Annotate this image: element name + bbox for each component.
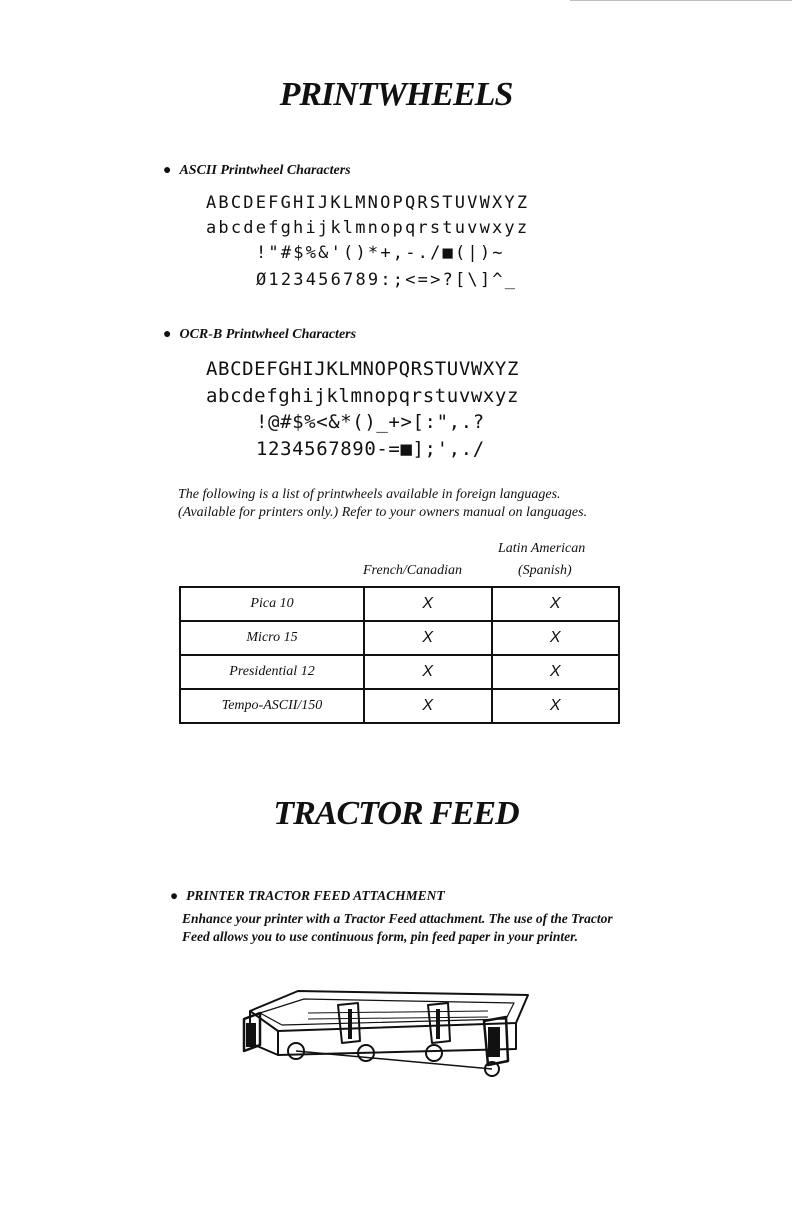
ascii-heading <box>163 163 351 179</box>
spanish-mark: X <box>492 689 620 723</box>
spanish-mark: X <box>492 587 620 621</box>
bullet-icon: ● <box>163 327 172 342</box>
ocr-lowercase-line: abcdefghijklmnopqrstuvwxyz <box>206 385 520 407</box>
row-name: Presidential 12 <box>180 655 364 689</box>
ocr-digits-line: 1234567890-=■];',./ <box>256 438 485 460</box>
column-heading-spanish: (Spanish) <box>518 563 572 578</box>
tractor-description: Enhance your printer with a Tractor Feed attachment. The use of the Tractor Feed allows you to use continuous form, pin feed paper in your printer. <box>182 911 613 944</box>
tractor-feed-title: TRACTOR FEED <box>273 795 519 832</box>
ocr-symbols-line: !@#$%<&*()_+>[:",.? <box>256 411 485 433</box>
french-mark: X <box>364 689 492 723</box>
table-row <box>180 587 619 621</box>
ascii-digits-line: Ø123456789:;<=>?[\]^_ <box>256 270 518 290</box>
ascii-lowercase-line: abcdefghijklmnopqrstuvwxyz <box>206 218 530 238</box>
spanish-mark: X <box>492 655 620 689</box>
bullet-icon: ● <box>170 888 179 903</box>
row-name: Pica 10 <box>180 587 364 621</box>
table-row <box>180 689 619 723</box>
ascii-symbols-line: !"#$%&'()*+,-./■(|)~ <box>256 243 505 263</box>
ocr-heading <box>163 327 356 343</box>
top-edge-line <box>570 0 792 1</box>
table-row <box>180 621 619 655</box>
ocr-heading-text: OCR-B Printwheel Characters <box>179 327 357 342</box>
language-table <box>179 586 620 724</box>
column-heading-latin-american: Latin American <box>498 541 586 556</box>
ascii-uppercase-line: ABCDEFGHIJKLMNOPQRSTUVWXYZ <box>206 193 530 213</box>
ocr-uppercase-line: ABCDEFGHIJKLMNOPQRSTUVWXYZ <box>206 358 520 380</box>
table-row <box>180 655 619 689</box>
tractor-heading-text: PRINTER TRACTOR FEED ATTACHMENT <box>186 888 445 903</box>
column-heading-french-canadian: French/Canadian <box>363 563 463 578</box>
row-name: Tempo-ASCII/150 <box>180 689 364 723</box>
tractor-heading <box>170 888 445 904</box>
french-mark: X <box>364 655 492 689</box>
row-name: Micro 15 <box>180 621 364 655</box>
languages-intro: The following is a list of printwheels available in foreign languages. (Available for printers only.) Refer to your owners manual on languages. <box>178 487 588 520</box>
french-mark: X <box>364 621 492 655</box>
ascii-heading-text: ASCII Printwheel Characters <box>179 163 351 178</box>
french-mark: X <box>364 587 492 621</box>
tractor-feed-illustration <box>238 983 538 1093</box>
spanish-mark: X <box>492 621 620 655</box>
bullet-icon: ● <box>163 163 172 178</box>
page-title: PRINTWHEELS <box>279 76 513 113</box>
